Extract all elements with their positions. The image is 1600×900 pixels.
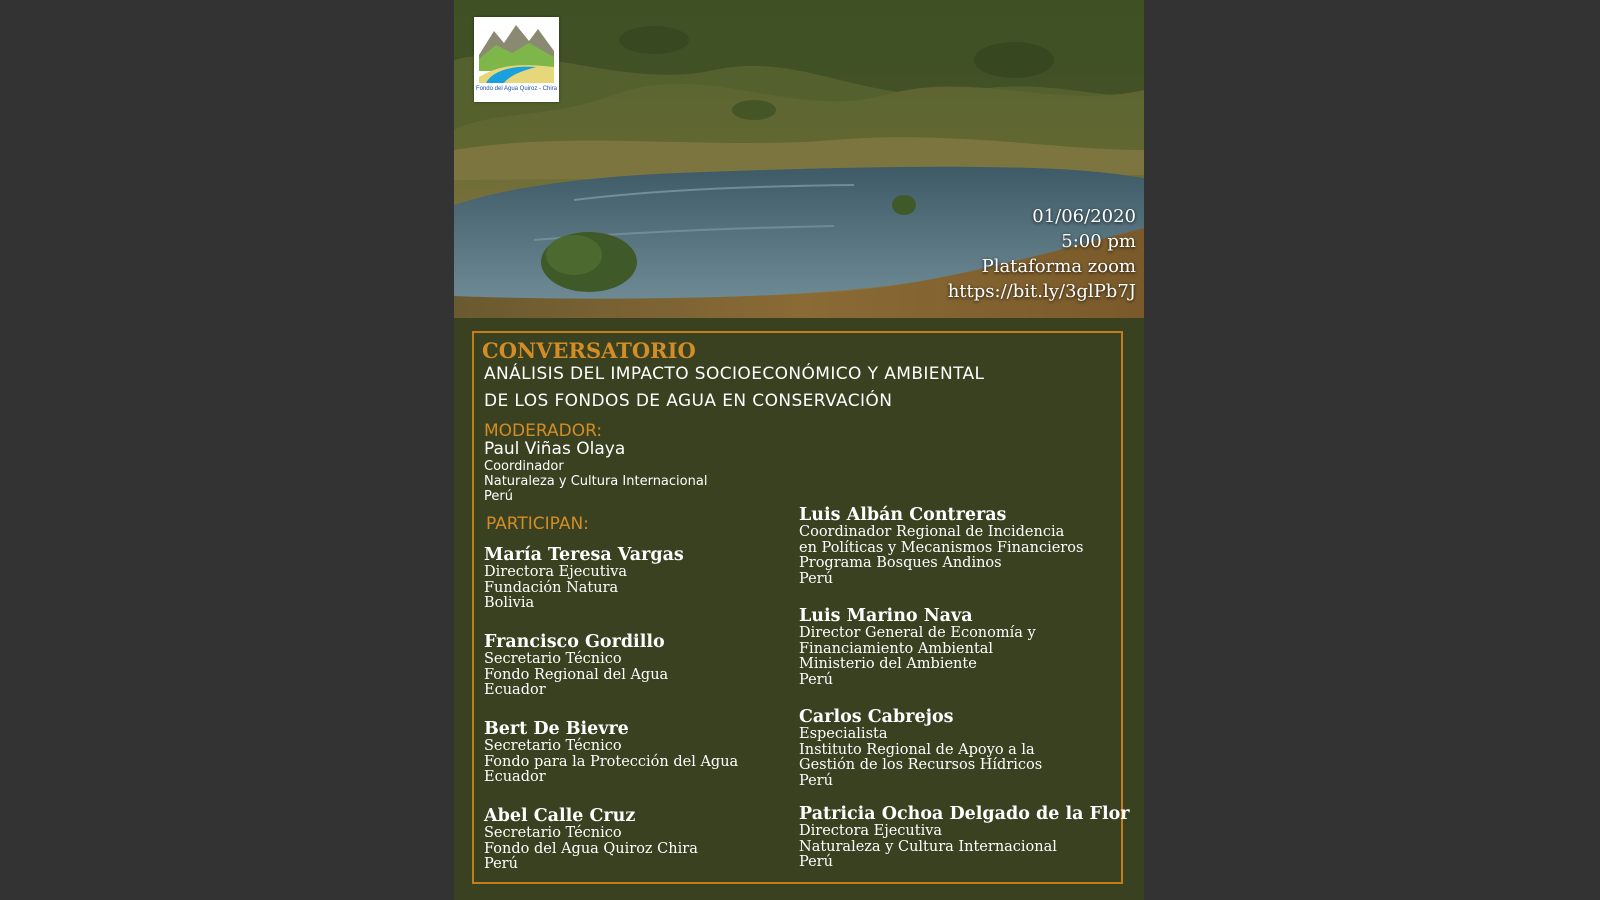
event-kicker: CONVERSATORIO <box>482 338 696 363</box>
participant-detail: Secretario Técnico <box>484 738 622 754</box>
logo-caption: Fondo del Agua Quiroz - Chira <box>475 86 558 92</box>
participant-detail: Fundación Natura <box>484 579 619 596</box>
participant-detail: Perú <box>799 570 833 587</box>
fondo-agua-logo <box>474 17 559 102</box>
participant-card <box>484 633 668 699</box>
participant-detail: Perú <box>799 854 833 871</box>
participant-card <box>799 506 1083 587</box>
participants-label: PARTICIPAN: <box>486 514 589 534</box>
participant-detail: Coordinador Regional de Incidencia <box>799 524 1065 540</box>
participant-detail: Bolivia <box>484 595 535 612</box>
event-date: 01/06/2020 <box>1032 206 1136 227</box>
participant-detail: Fondo Regional del Agua <box>484 666 669 683</box>
moderator-name: Paul Viñas Olaya <box>484 439 626 459</box>
participant-name: Carlos Cabrejos <box>799 707 954 727</box>
participant-detail: Gestión de los Recursos Hídricos <box>799 757 1043 774</box>
participant-card <box>799 805 1129 871</box>
participant-name: Abel Calle Cruz <box>484 806 636 826</box>
participant-name: Bert De Bievre <box>484 719 629 739</box>
participant-detail: Director General de Economía y <box>799 625 1036 641</box>
event-platform: Plataforma zoom <box>981 256 1136 277</box>
participant-name: Francisco Gordillo <box>484 632 665 652</box>
participant-card <box>799 708 1042 789</box>
participant-detail: en Políticas y Mecanismos Financieros <box>799 539 1084 556</box>
participant-detail: Naturaleza y Cultura Internacional <box>799 838 1057 855</box>
event-poster <box>454 0 1144 900</box>
event-title-line-2: DE LOS FONDOS DE AGUA EN CONSERVACIÓN <box>484 391 893 411</box>
participant-detail: Instituto Regional de Apoyo a la <box>799 741 1035 758</box>
participant-card <box>484 807 698 873</box>
moderator-label: MODERADOR: <box>484 421 603 441</box>
participant-card <box>484 546 684 612</box>
participant-detail: Ecuador <box>484 769 546 786</box>
participant-name: Luis Marino Nava <box>799 606 973 626</box>
participant-name: María Teresa Vargas <box>484 545 684 565</box>
participant-card <box>799 607 1036 688</box>
participant-detail: Programa Bosques Andinos <box>799 555 1002 572</box>
participant-detail: Perú <box>799 772 833 789</box>
landscape-photo <box>454 0 1144 318</box>
participant-detail: Secretario Técnico <box>484 825 622 841</box>
participant-detail: Directora Ejecutiva <box>799 823 943 839</box>
participant-detail: Directora Ejecutiva <box>484 564 628 580</box>
participant-detail: Ecuador <box>484 682 546 699</box>
participant-detail: Perú <box>484 856 518 873</box>
participant-detail: Secretario Técnico <box>484 651 622 667</box>
participant-detail: Perú <box>799 671 833 688</box>
moderator-block <box>484 440 707 504</box>
event-title-line-1: ANÁLISIS DEL IMPACTO SOCIOECONÓMICO Y AMBIENTAL <box>484 364 985 384</box>
participant-detail: Fondo del Agua Quiroz Chira <box>484 840 698 857</box>
moderator-detail: Naturaleza y Cultura Internacional <box>484 474 708 489</box>
participant-detail: Fondo para la Protección del Agua <box>484 753 739 770</box>
moderator-detail: Perú <box>484 489 513 504</box>
participant-detail: Ministerio del Ambiente <box>799 656 977 673</box>
event-time: 5:00 pm <box>1061 231 1136 252</box>
event-details <box>876 204 1136 304</box>
participant-detail: Financiamiento Ambiental <box>799 640 994 657</box>
moderator-detail: Coordinador <box>484 459 564 474</box>
participant-card <box>484 720 738 786</box>
participant-name: Patricia Ochoa Delgado de la Flor <box>799 804 1130 824</box>
participant-detail: Especialista <box>799 726 888 742</box>
event-link[interactable]: https://bit.ly/3glPb7J <box>947 281 1136 302</box>
participant-name: Luis Albán Contreras <box>799 505 1007 525</box>
